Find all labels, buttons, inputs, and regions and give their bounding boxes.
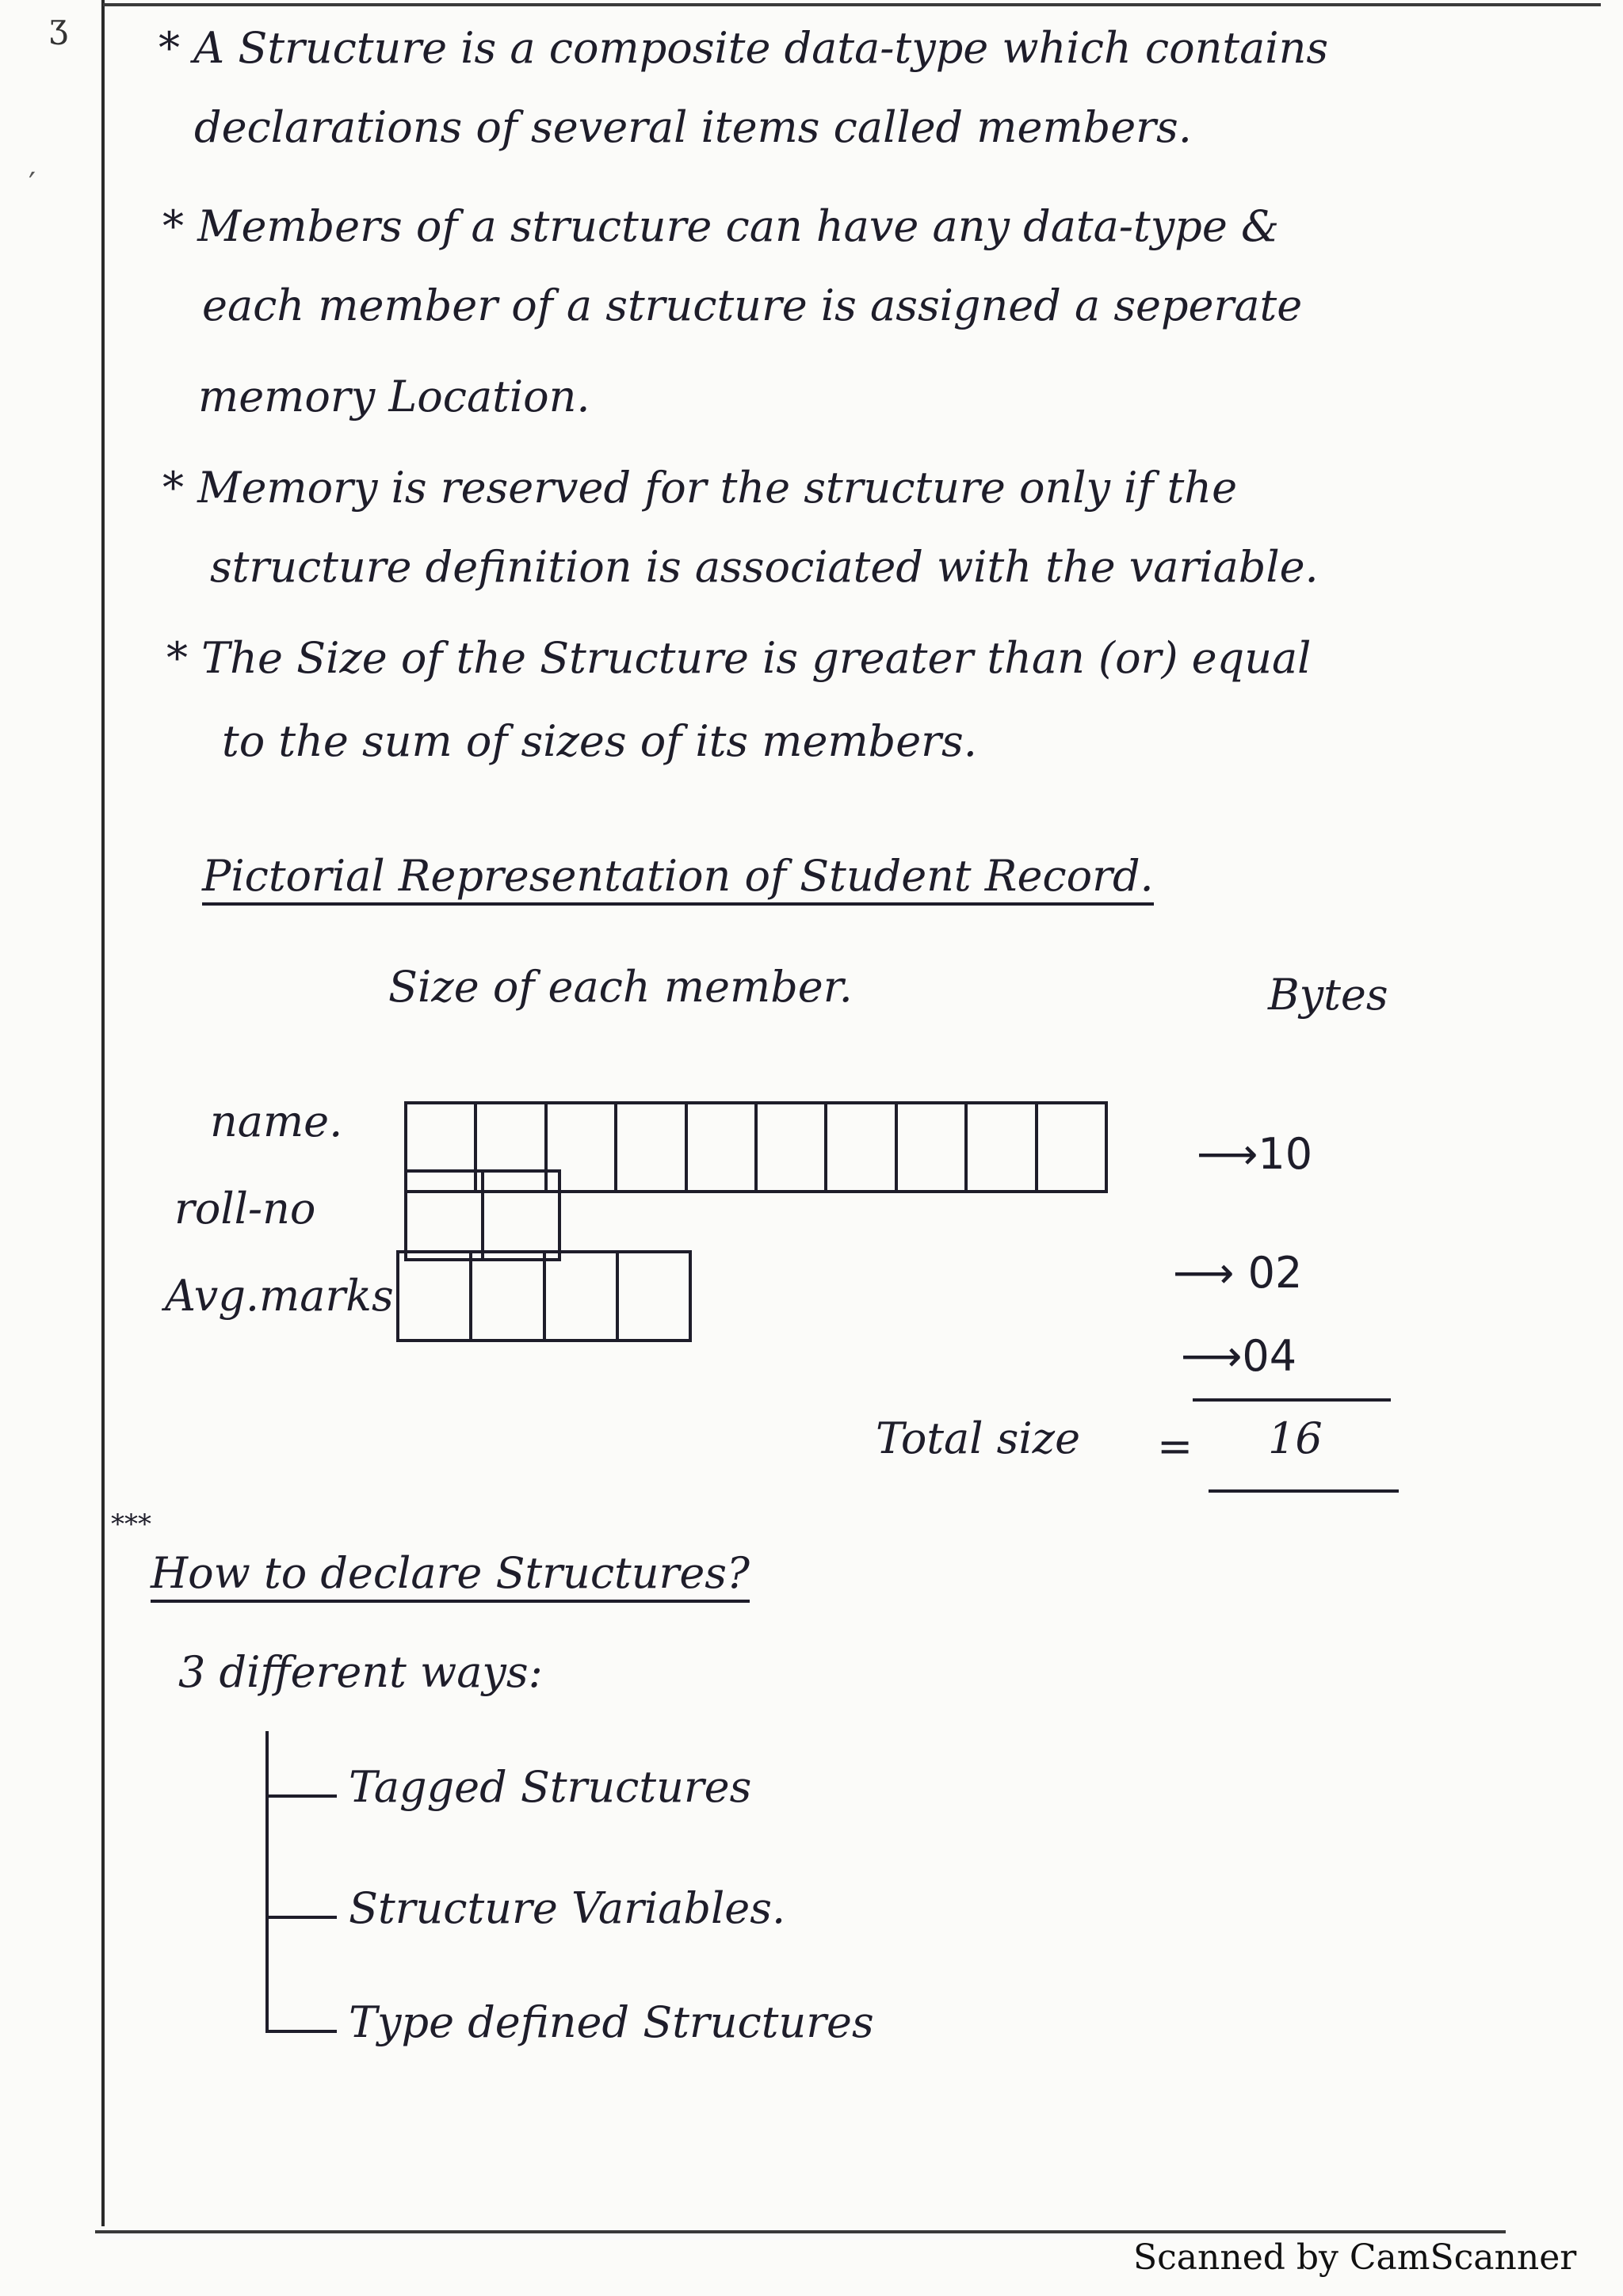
avg-marks-cells-grid: [396, 1250, 692, 1342]
memory-cell: [407, 1173, 484, 1258]
arrow-icon: ⟶: [1181, 1331, 1243, 1381]
margin-tick-icon: ′: [29, 166, 36, 203]
corner-mark-icon: ʒ: [49, 6, 68, 45]
row-label-avg-marks: Avg.marks: [165, 1271, 394, 1321]
memory-cell: [617, 1104, 687, 1190]
note-p1-line1: * A Structure is a composite data-type which contains: [158, 23, 1329, 73]
tree-branch-1: [265, 1794, 337, 1798]
note-p3-line1: * Memory is reserved for the structure only if the: [162, 463, 1238, 513]
memory-cell: [827, 1104, 897, 1190]
page-margin-line: [101, 0, 105, 2226]
tree-trunk: [265, 1731, 269, 2032]
note-p4-line2: to the sum of sizes of its members.: [222, 716, 977, 766]
note-p1-line2: declarations of several items called members.: [194, 102, 1192, 152]
total-size-value: 16: [1268, 1413, 1323, 1463]
tree-branch-2: [265, 1916, 337, 1919]
memory-cell: [898, 1104, 968, 1190]
tree-branch-3: [265, 2030, 337, 2033]
note-p2-line2: each member of a structure is assigned a seperate: [202, 280, 1303, 330]
way-item-typedef: Type defined Structures: [349, 1997, 874, 2047]
memory-cell: [758, 1104, 827, 1190]
memory-cell: [472, 1253, 545, 1339]
declare-heading: How to declare Structures?: [151, 1549, 750, 1598]
bottom-rule: [95, 2230, 1506, 2233]
memory-cell: [968, 1104, 1037, 1190]
scanner-watermark: Scanned by CamScanner: [1133, 2237, 1577, 2278]
diagram-heading: Pictorial Representation of Student Record.: [202, 852, 1154, 901]
total-size-label: Total size: [876, 1413, 1081, 1463]
star-mark: ***: [111, 1508, 151, 1540]
way-item-variables: Structure Variables.: [349, 1883, 786, 1933]
way-item-tagged: Tagged Structures: [349, 1762, 752, 1812]
memory-cell: [1038, 1104, 1105, 1190]
note-p2-line1: * Members of a structure can have any data-type &: [162, 201, 1280, 251]
declare-intro: 3 different ways:: [178, 1647, 543, 1697]
top-rule: [103, 3, 1601, 6]
note-p3-line2: structure definition is associated with the variable.: [210, 542, 1319, 592]
memory-cell: [484, 1173, 558, 1258]
bytes-avg-marks: ⟶04: [1181, 1331, 1297, 1381]
arrow-icon: ⟶: [1197, 1129, 1258, 1179]
roll-no-cells-grid: [404, 1169, 561, 1261]
memory-cell: [399, 1253, 472, 1339]
total-equals: =: [1157, 1421, 1193, 1471]
memory-cell: [619, 1253, 689, 1339]
bytes-roll-no: ⟶ 02: [1173, 1248, 1303, 1298]
bytes-name: ⟶10: [1197, 1129, 1313, 1179]
sum-line-bottom: [1209, 1489, 1399, 1493]
row-label-roll-no: roll-no: [174, 1184, 316, 1234]
note-p4-line1: * The Size of the Structure is greater than (or) equal: [166, 633, 1312, 683]
note-p2-line3: memory Location.: [198, 372, 590, 421]
column-header-size: Size of each member.: [388, 962, 853, 1012]
memory-cell: [546, 1253, 619, 1339]
arrow-icon: ⟶: [1173, 1248, 1235, 1298]
row-label-name: name.: [210, 1097, 343, 1146]
column-header-bytes: Bytes: [1268, 970, 1388, 1020]
sum-line-top: [1193, 1398, 1391, 1402]
memory-cell: [688, 1104, 758, 1190]
